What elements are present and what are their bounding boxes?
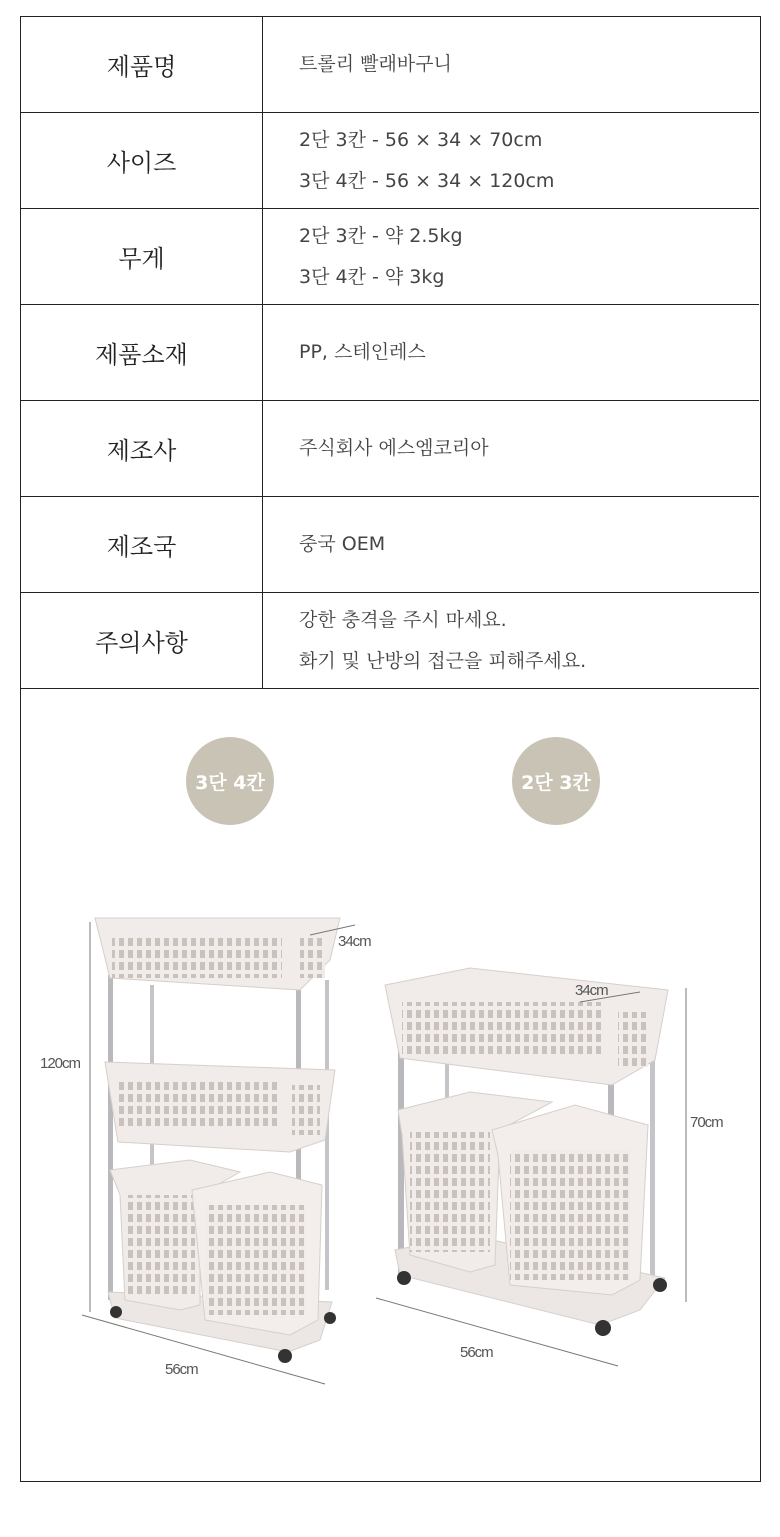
badge-2tier: 2단 3칸 bbox=[512, 737, 600, 825]
spec-label: 무게 bbox=[21, 209, 263, 305]
spec-label: 제조사 bbox=[21, 401, 263, 497]
spec-value-line: 트롤리 빨래바구니 bbox=[299, 53, 452, 75]
dim-width-label: 56cm bbox=[165, 1361, 198, 1378]
dim-width-label: 56cm bbox=[460, 1344, 493, 1361]
dim-height-label: 70cm bbox=[690, 1114, 723, 1131]
spec-label: 주의사항 bbox=[21, 593, 263, 689]
trolley-3tier-image bbox=[82, 918, 355, 1384]
spec-value-line: 중국 OEM bbox=[299, 533, 386, 555]
spec-label: 제품소재 bbox=[21, 305, 263, 401]
spec-label: 제품명 bbox=[21, 17, 263, 113]
spec-label: 제조국 bbox=[21, 497, 263, 593]
dim-depth-label: 34cm bbox=[338, 933, 371, 950]
spec-value-line: 2단 3칸 - 56 × 34 × 70cm bbox=[299, 128, 543, 151]
spec-value-line: 2단 3칸 - 약 2.5kg bbox=[299, 224, 463, 247]
spec-label: 사이즈 bbox=[21, 113, 263, 209]
spec-value-line: 강한 충격을 주시 마세요. bbox=[299, 608, 507, 631]
spec-value-line: 3단 4칸 - 약 3kg bbox=[299, 265, 445, 288]
spec-value-line: 화기 및 난방의 접근을 피해주세요. bbox=[299, 649, 587, 672]
spec-value-line: 3단 4칸 - 56 × 34 × 120cm bbox=[299, 169, 555, 192]
spec-value-line: PP, 스테인레스 bbox=[299, 341, 426, 363]
dim-depth-label: 34cm bbox=[575, 982, 608, 999]
dim-height-label: 120cm bbox=[40, 1055, 81, 1072]
badge-3tier: 3단 4칸 bbox=[186, 737, 274, 825]
trolley-2tier-image bbox=[376, 968, 686, 1366]
spec-value-line: 주식회사 에스엠코리아 bbox=[299, 437, 489, 459]
